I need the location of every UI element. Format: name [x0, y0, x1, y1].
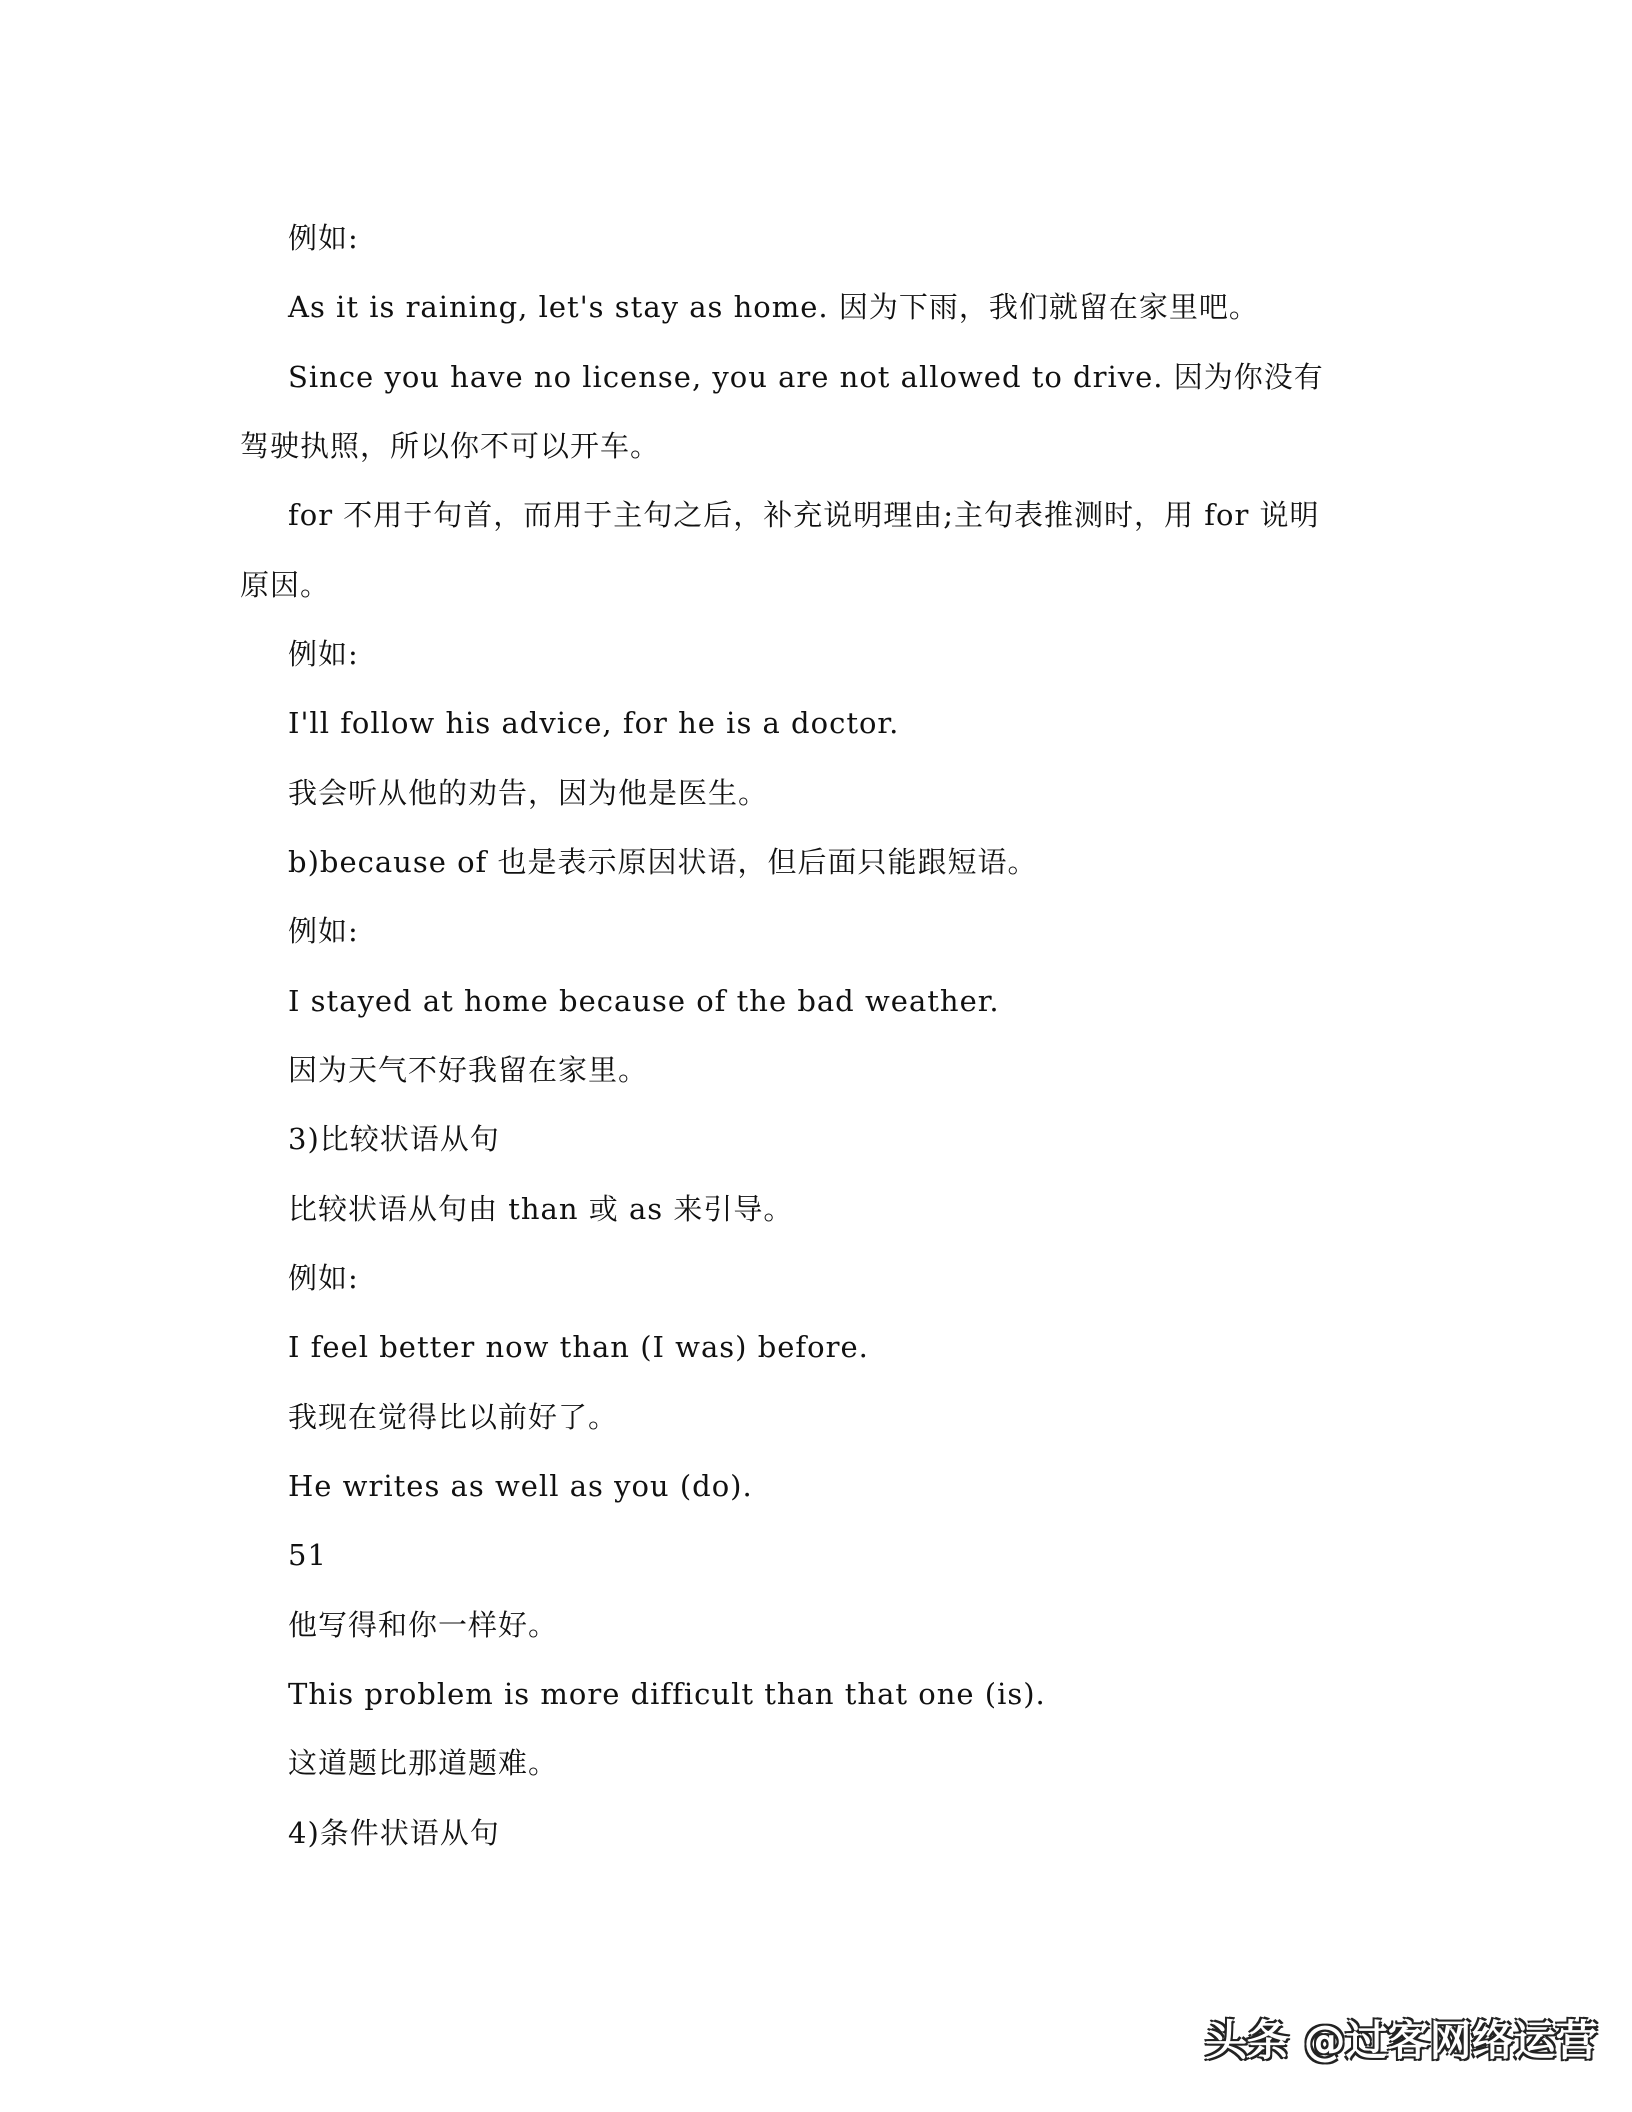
text-line: for 不用于句首，而用于主句之后，补充说明理由;主句表推测时，用 for 说明	[288, 498, 1320, 533]
text-line: He writes as well as you (do).	[288, 1468, 753, 1503]
text-line: As it is raining, let's stay as home. 因为下雨，我们就留在家里吧。	[288, 290, 1259, 325]
text-line: I stayed at home because of the bad weather.	[288, 983, 1000, 1018]
text-line: 我会听从他的劝告，因为他是医生。	[288, 775, 769, 810]
section-heading: 3)比较状语从句	[288, 1122, 500, 1157]
section-heading: 4)条件状语从句	[288, 1815, 500, 1850]
page-number: 51	[288, 1538, 327, 1573]
text-line: 例如:	[288, 636, 359, 671]
text-line: b)because of 也是表示原因状语，但后面只能跟短语。	[288, 844, 1038, 879]
text-line: 驾驶执照，所以你不可以开车。	[240, 428, 661, 463]
watermark: 头条 @过客网络运营	[1205, 2016, 1598, 2065]
text-line: 例如:	[288, 1260, 359, 1295]
text-line: Since you have no license, you are not allowed to drive. 因为你没有	[288, 359, 1324, 394]
text-line: 我现在觉得比以前好了。	[288, 1399, 619, 1434]
text-line: 例如:	[288, 914, 359, 949]
text-line: 例如:	[288, 221, 359, 255]
text-line: 原因。	[240, 567, 331, 602]
text-line: 比较状语从句由 than 或 as 来引导。	[288, 1191, 794, 1226]
document-page	[0, 204, 1632, 1868]
text-line: 他写得和你一样好。	[288, 1607, 559, 1642]
text-line: This problem is more difficult than that one (is).	[288, 1676, 1046, 1711]
text-line: 这道题比那道题难。	[288, 1746, 559, 1781]
text-line: I'll follow his advice, for he is a doctor.	[288, 706, 900, 741]
text-line: 因为天气不好我留在家里。	[288, 1052, 649, 1087]
text-line: I feel better now than (I was) before.	[288, 1330, 869, 1365]
